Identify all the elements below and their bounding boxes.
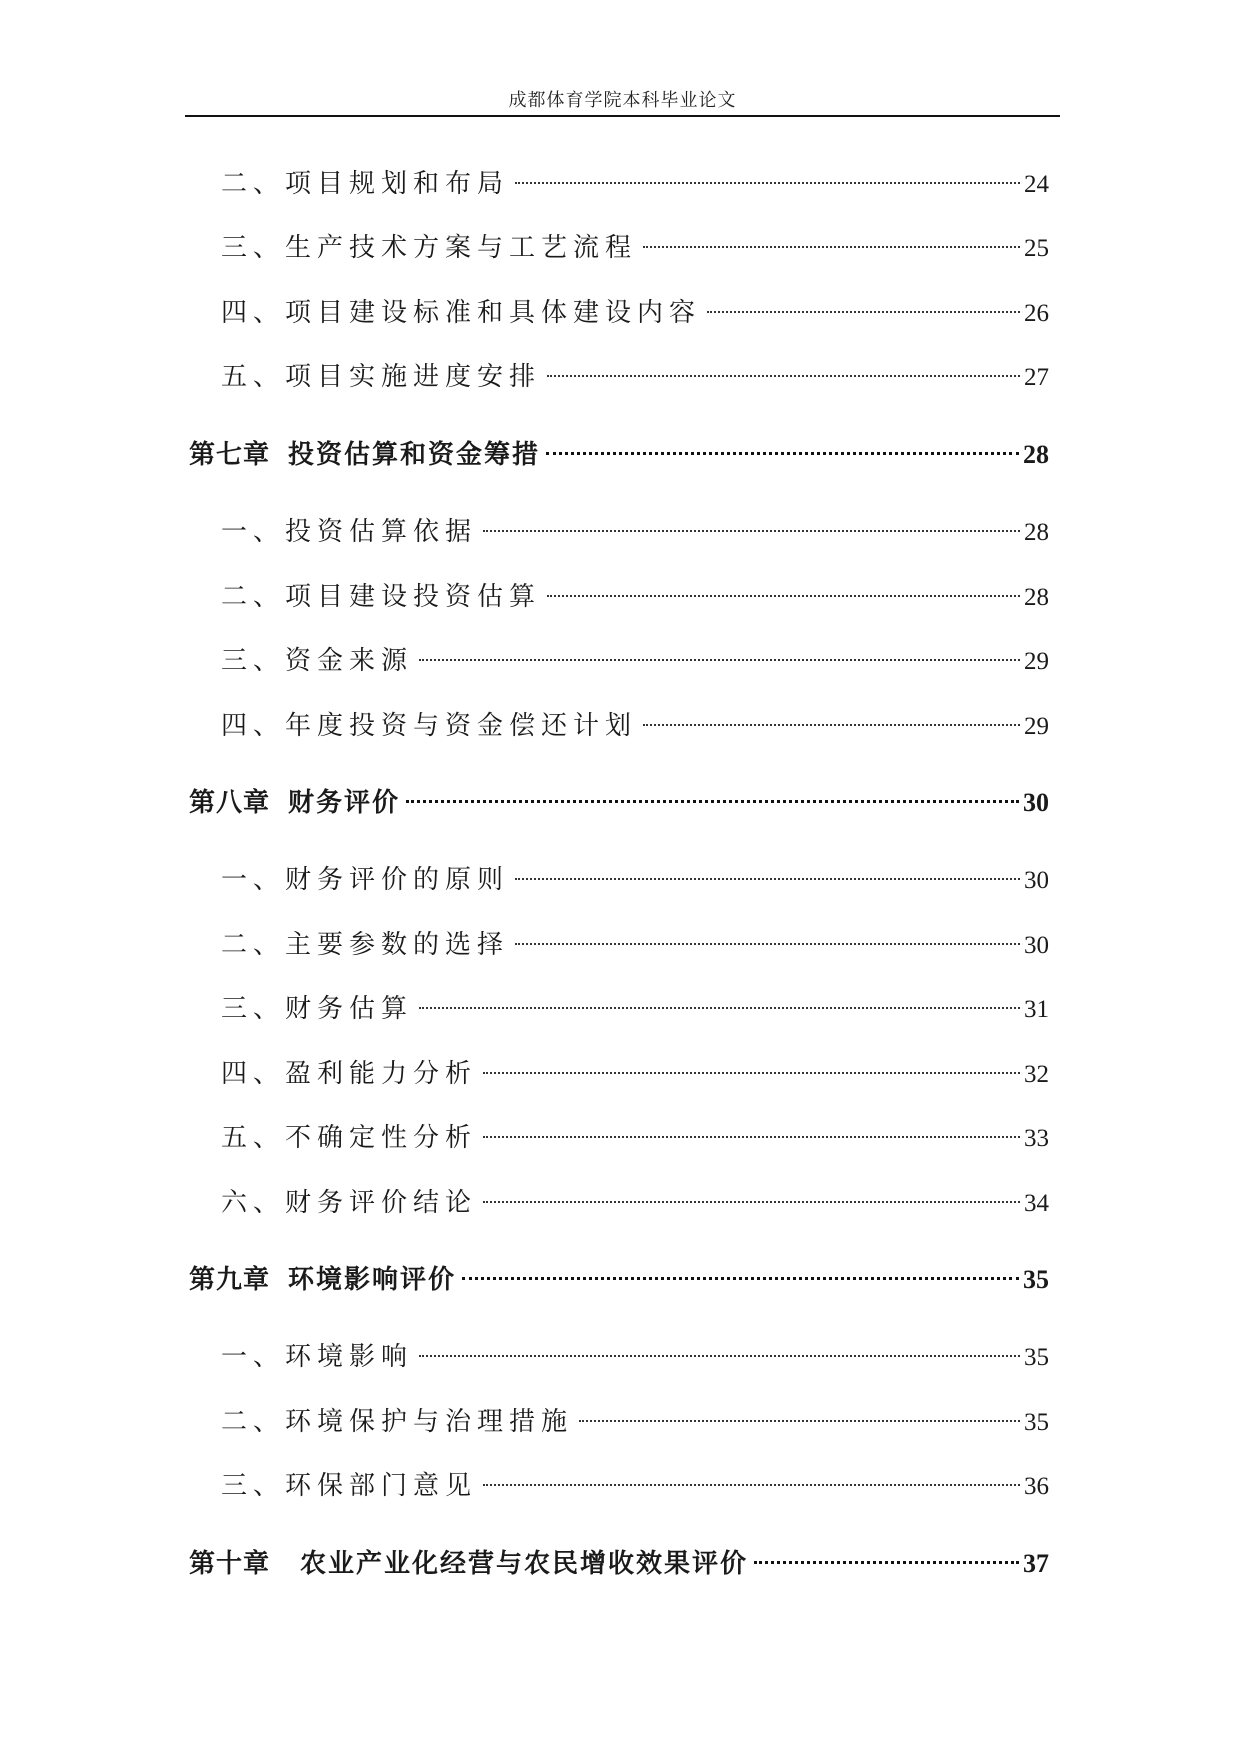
toc-entry-page: 28 [1024, 584, 1049, 611]
running-header: 成都体育学院本科毕业论文 [508, 90, 737, 111]
toc-entry[interactable] [221, 989, 1049, 1029]
toc-entry-page: 36 [1024, 1473, 1049, 1500]
toc-entry-number: 一、 [221, 1342, 286, 1372]
toc-chapter-entry[interactable] [189, 1544, 1049, 1584]
toc-entry-title: 盈利能力分析 [285, 1059, 478, 1089]
toc-entry-number: 三、 [221, 994, 286, 1024]
toc-entry[interactable] [221, 706, 1049, 746]
toc-entry-number: 二、 [221, 930, 286, 960]
toc-entry-number: 四、 [221, 1059, 286, 1089]
toc-entry-title: 财务估算 [285, 994, 414, 1024]
toc-entry-page: 29 [1024, 648, 1049, 675]
toc-entry-number: 二、 [221, 169, 286, 199]
toc-dot-leader [546, 452, 1019, 455]
toc-entry-title: 主要参数的选择 [285, 930, 510, 960]
toc-entry-title: 环境影响 [285, 1342, 414, 1372]
toc-entry-page: 29 [1024, 713, 1049, 740]
toc-entry[interactable] [221, 1118, 1049, 1158]
toc-chapter-number: 第八章 [189, 788, 271, 818]
toc-entry[interactable] [221, 512, 1049, 552]
toc-dot-leader [515, 182, 1020, 184]
toc-entry-number: 二、 [221, 582, 286, 612]
toc-entry-title: 项目规划和布局 [285, 169, 510, 199]
toc-dot-leader [419, 659, 1020, 661]
toc-entry-title: 资金来源 [285, 646, 414, 676]
toc-entry-number: 六、 [221, 1188, 286, 1218]
toc-entry-page: 34 [1024, 1190, 1049, 1217]
toc-dot-leader [547, 595, 1020, 597]
toc-entry[interactable] [221, 1466, 1049, 1506]
toc-entry[interactable] [221, 641, 1049, 681]
toc-entry-number: 三、 [221, 646, 286, 676]
toc-dot-leader [483, 1136, 1020, 1138]
toc-entry-page: 28 [1023, 440, 1049, 469]
toc-entry-number: 五、 [221, 362, 286, 392]
toc-entry[interactable] [221, 860, 1049, 900]
toc-entry-page: 32 [1024, 1061, 1049, 1088]
toc-entry[interactable] [221, 1054, 1049, 1094]
toc-chapter-title: 财务评价 [288, 788, 401, 818]
toc-entry-page: 25 [1024, 235, 1049, 262]
toc-dot-leader [579, 1420, 1020, 1422]
toc-dot-leader [462, 1277, 1019, 1280]
toc-entry-title: 项目建设标准和具体建设内容 [285, 298, 702, 328]
toc-chapter-title: 环境影响评价 [288, 1265, 457, 1295]
toc-entry-page: 33 [1024, 1125, 1049, 1152]
toc-entry-number: 四、 [221, 711, 286, 741]
toc-entry-page: 30 [1023, 788, 1049, 817]
toc-entry-page: 31 [1024, 996, 1049, 1023]
toc-dot-leader [419, 1355, 1020, 1357]
toc-entry-number: 四、 [221, 298, 286, 328]
toc-entry-page: 26 [1024, 300, 1049, 327]
toc-dot-leader [754, 1561, 1019, 1564]
toc-chapter-entry[interactable] [189, 783, 1049, 823]
toc-entry-number: 二、 [221, 1407, 286, 1437]
toc-chapter-number: 第十章 [189, 1549, 271, 1579]
toc-dot-leader [643, 724, 1020, 726]
toc-entry[interactable] [221, 1183, 1049, 1223]
toc-entry-page: 30 [1024, 932, 1049, 959]
toc-entry[interactable] [221, 228, 1049, 268]
toc-entry-number: 一、 [221, 865, 286, 895]
toc-dot-leader [483, 1201, 1020, 1203]
toc-entry-title: 环境保护与治理措施 [285, 1407, 574, 1437]
toc-entry-page: 28 [1024, 519, 1049, 546]
toc-entry-number: 一、 [221, 517, 286, 547]
toc-entry-page: 37 [1023, 1549, 1049, 1578]
toc-dot-leader [406, 800, 1019, 803]
toc-dot-leader [483, 530, 1020, 532]
toc-entry-title: 不确定性分析 [285, 1123, 478, 1153]
toc-dot-leader [515, 878, 1020, 880]
toc-dot-leader [707, 311, 1020, 313]
toc-chapter-number: 第九章 [189, 1265, 271, 1295]
toc-entry-page: 30 [1024, 867, 1049, 894]
toc-chapter-entry[interactable] [189, 435, 1049, 475]
toc-dot-leader [483, 1484, 1020, 1486]
toc-entry[interactable] [221, 1402, 1049, 1442]
toc-entry-title: 财务评价结论 [285, 1188, 478, 1218]
toc-entry-number: 三、 [221, 1471, 286, 1501]
toc-entry[interactable] [221, 164, 1049, 204]
toc-entry-page: 24 [1024, 171, 1049, 198]
toc-entry-number: 三、 [221, 233, 286, 263]
toc-entry-title: 项目建设投资估算 [285, 582, 542, 612]
toc-entry[interactable] [221, 357, 1049, 397]
toc-entry-title: 环保部门意见 [285, 1471, 478, 1501]
toc-chapter-title: 农业产业化经营与农民增收效果评价 [300, 1549, 749, 1579]
toc-entry[interactable] [221, 293, 1049, 333]
toc-entry-page: 27 [1024, 364, 1049, 391]
toc-entry-title: 投资估算依据 [285, 517, 478, 547]
toc-chapter-title: 投资估算和资金筹措 [288, 440, 541, 470]
toc-entry-title: 生产技术方案与工艺流程 [285, 233, 638, 263]
toc-entry-title: 年度投资与资金偿还计划 [285, 711, 638, 741]
toc-dot-leader [483, 1072, 1020, 1074]
toc-entry-title: 项目实施进度安排 [285, 362, 542, 392]
toc-entry[interactable] [221, 925, 1049, 965]
toc-entry[interactable] [221, 1337, 1049, 1377]
toc-dot-leader [515, 943, 1020, 945]
toc-chapter-entry[interactable] [189, 1260, 1049, 1300]
toc-dot-leader [419, 1007, 1020, 1009]
toc-entry[interactable] [221, 577, 1049, 617]
toc-entry-number: 五、 [221, 1123, 286, 1153]
toc-entry-page: 35 [1023, 1265, 1049, 1294]
toc-dot-leader [643, 246, 1020, 248]
toc-chapter-number: 第七章 [189, 440, 271, 470]
toc-entry-page: 35 [1024, 1409, 1049, 1436]
toc-dot-leader [547, 375, 1020, 377]
toc-entry-page: 35 [1024, 1344, 1049, 1371]
toc-entry-title: 财务评价的原则 [285, 865, 510, 895]
